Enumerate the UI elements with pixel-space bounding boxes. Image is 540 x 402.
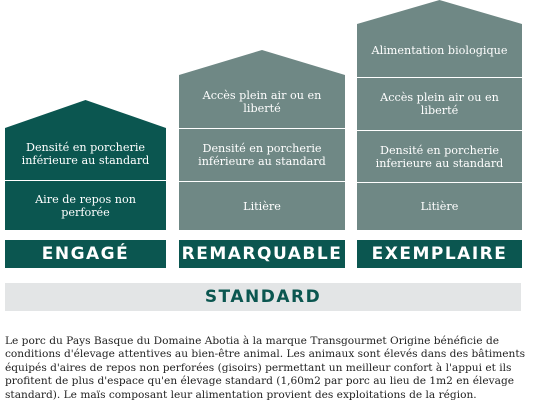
remarquable-cell-density: [179, 129, 345, 181]
engage-rest-area-text: Aire de repos non perforée: [35, 192, 136, 219]
roof-exemplaire: [357, 0, 522, 24]
remarquable-density-text: Densité en porcherie inférieure au standard: [198, 142, 326, 168]
engage-density-text: Densité en porcherie inférieure au standard: [21, 141, 150, 167]
remarquable-cell-outdoor: [179, 75, 345, 128]
description-paragraph: Le porc du Pays Basque du Domaine Abotia à la marque Transgourmet Origine bénéficie de conditions d'élevage attentives au bien-être animal. Les animaux sont élevés dans des bâtiments équipés d'aires de repos non perforées (gisoirs) permettant un meilleur confort à l'appui et ils profitent de plus d'espace qu'en élevage standard (1,60m2 par porc au lieu de 1m2 en élevage standard). Le maïs composant leur alimentation provient des exploitations de la région.: [5, 335, 526, 401]
building-remarquable: [179, 50, 345, 230]
engage-cell-density: [5, 128, 166, 180]
roof-engage: [5, 100, 166, 128]
engage-cell-rest-area: [5, 181, 166, 230]
remarquable-cell-litter: [179, 182, 345, 230]
standard-bar: STANDARD: [5, 283, 521, 311]
building-engage: [5, 100, 166, 230]
exemplaire-cell-organic-feed: [357, 24, 522, 77]
exemplaire-cell-outdoor: [357, 78, 522, 130]
exemplaire-cell-litter: [357, 183, 522, 230]
remarquable-outdoor-text: Accès plein air ou en liberté: [202, 88, 322, 115]
building-exemplaire: [357, 0, 522, 230]
remarquable-litter-text: Litière: [243, 199, 281, 213]
exemplaire-litter-text: Litière: [420, 200, 459, 213]
roof-remarquable: [179, 50, 345, 75]
exemplaire-cell-density: [357, 131, 522, 182]
exemplaire-outdoor-text: Accès plein air ou en liberté: [380, 91, 499, 117]
exemplaire-density-text: Densité en porcherie inferieure au standard: [375, 143, 504, 170]
exemplaire-organic-feed-text: Alimentation biologique: [371, 44, 508, 57]
label-exemplaire: EXEMPLAIRE: [357, 240, 522, 268]
label-engage: ENGAGÉ: [5, 240, 166, 268]
label-remarquable: REMARQUABLE: [179, 240, 345, 268]
